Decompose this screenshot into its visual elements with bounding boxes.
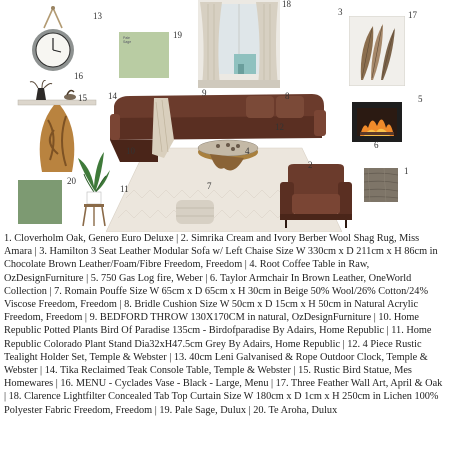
product-list-text: 1. Cloverholm Oak, Genero Euro Deluxe | 2. Simrika Cream and Ivory Berber Wool Shag Rug, Miss Amara | 3. Hamilton 3 Seat Leather Modular Sofa w/ Left Chaise Size W 330cm x D 211cm x H 86cm in Chocolate Brown Leather/Foam/Fibre Freedom, Freedom | 4. Root Coffee Table in Raw, OzDesignFurniture | 5. 750 Gas Log fire, Weber | 6. Taylor Armchair In Brown Leather, OneWorld Collection | 7. Romain Pouffe Size W 65cm x D 65cm x H 30cm in Beige 50% Wool/26% Cotton/24% Viscose Freedom, Freedom | 8. Bridle Cushion Size W 50cm x D 15cm x H 50cm in Natural Acrylic Freedom, Freedom | 9. BEDFORD THROW 130X170CM in natural, OzDesignFurniture | 10. Home Republic Potted Plants Bird Of Paradise 135cm - Birdofparadise By Adairs, Home Republic | 11. Home Republic Colorado Plant Stand Dia32xH47.5cm Grey By Adairs, Home Republic | 12. 4 Piece Rustic Tealight Holder Set, Temple & Webster | 13. 40cm Leni Galvanised & Rope Outdoor Clock, Temple & Webster | 14. Tika Reclaimed Teak Console Table, Temple & Webster | 15. Rustic Bird Statue, Mes Homewares | 16. MENU - Cyclades Vase - Black - Large, Menu | 17. Three Feather Wall Art, April & Oak | 18. Clarence Lightfilter Concealed Tab Top Curtain Size W 180cm x D 1cm x H 250cm in Lichen 100% Polyester Fabric Freedom, Freedom | 19. Pale Sage, Dulux | 20. Te Aroha, Dulux xyxy=(4,233,443,416)
label-number-15: 15 xyxy=(78,93,87,103)
label-number-2: 2 xyxy=(308,160,313,170)
pale-sage-swatch xyxy=(119,32,169,78)
label-number-13: 13 xyxy=(93,11,102,21)
label-number-4: 4 xyxy=(245,146,250,156)
leather-armchair-image xyxy=(278,164,354,230)
label-number-12: 12 xyxy=(275,122,284,132)
label-number-18: 18 xyxy=(282,0,291,9)
label-number-9: 9 xyxy=(202,88,207,98)
label-number-17: 17 xyxy=(408,10,417,20)
te-aroha-swatch xyxy=(18,180,62,224)
rope-clock-image xyxy=(30,6,76,74)
label-number-5: 5 xyxy=(418,94,423,104)
pouffe-image xyxy=(174,196,216,226)
label-number-7: 7 xyxy=(207,181,212,191)
label-number-14: 14 xyxy=(108,91,117,101)
feather-wall-art-image xyxy=(349,16,405,86)
pale-sage-label: Pale Sage xyxy=(123,36,132,44)
curtain-window-image xyxy=(198,0,280,88)
label-number-20: 20 xyxy=(67,176,76,186)
oak-flooring-swatch xyxy=(364,168,398,202)
label-number-16: 16 xyxy=(74,71,83,81)
label-number-6: 6 xyxy=(374,140,379,150)
gas-log-fire-image xyxy=(352,102,402,142)
label-number-19: 19 xyxy=(173,30,182,40)
label-number-3: 3 xyxy=(338,7,343,17)
label-number-10: 10 xyxy=(126,146,135,156)
label-number-8: 8 xyxy=(285,91,290,101)
label-number-1: 1 xyxy=(404,166,409,176)
label-number-11: 11 xyxy=(120,184,129,194)
